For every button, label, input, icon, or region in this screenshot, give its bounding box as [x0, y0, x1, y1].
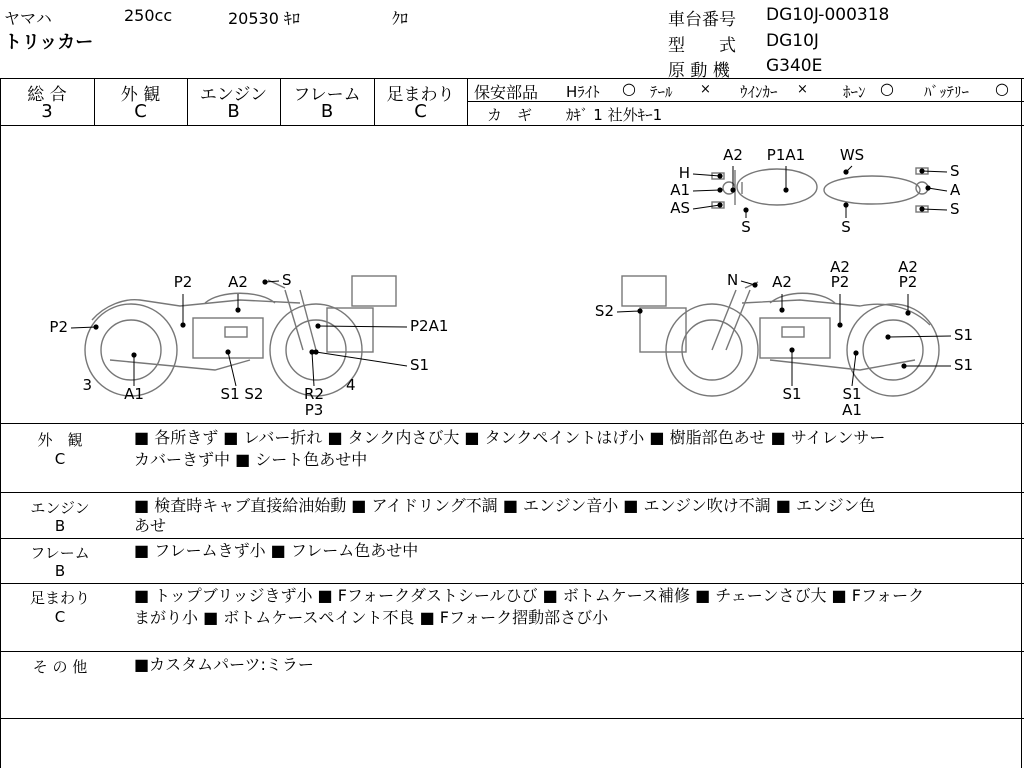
diagram-dot	[752, 282, 757, 287]
key-label: カ ギ	[487, 106, 533, 124]
diagram-dot	[901, 363, 906, 368]
detail-grade-frame: B	[54, 562, 66, 580]
diagram-dot	[225, 349, 230, 354]
diagram-leader	[922, 209, 947, 210]
diagram-label: AS	[670, 199, 690, 217]
grade-header-overall: 総 合	[27, 85, 67, 105]
diagram-label: P3	[304, 401, 324, 419]
diagram-dot	[180, 322, 185, 327]
diagram-dot	[637, 308, 642, 313]
detail-label-suspension: 足まわり	[29, 589, 90, 607]
safety-item-tail: ﾃｰﾙ	[650, 83, 673, 101]
diagram-label: P2	[49, 318, 68, 336]
diagram-label: S1	[782, 385, 802, 403]
type-label: 型 式	[668, 36, 736, 56]
detail-line-suspension-1: ■ トップブリッジきず小 ■ Fフォークダストシールひび ■ ボトムケース補修 ■ チェーンさび大 ■ Fフォーク	[134, 586, 925, 605]
diagram-dot	[779, 307, 784, 312]
safety-mark-headlight: ○	[622, 79, 636, 98]
displacement: 250cc	[124, 6, 173, 25]
diagram-label: S	[950, 200, 960, 218]
diagram-labels	[49, 146, 973, 419]
safety-item-horn: ﾎｰﾝ	[843, 83, 866, 101]
diagram-label: A	[950, 181, 961, 199]
diagram-dot	[730, 187, 735, 192]
safety-mark-winker: ×	[797, 82, 808, 97]
diagram-leader	[693, 190, 720, 191]
diagram-dot	[905, 310, 910, 315]
diagram-label: P1A1	[766, 146, 806, 164]
diagram-dot	[309, 349, 314, 354]
detail-line-engine-2: あせ	[134, 516, 167, 535]
diagram-dot	[717, 187, 722, 192]
diagram-leader	[888, 336, 951, 337]
diagram-dot	[925, 185, 930, 190]
detail-grade-engine: B	[54, 517, 66, 535]
diagram-label: N	[727, 271, 739, 289]
grade-header-suspension: 足まわり	[386, 85, 455, 105]
diagram-label: S	[282, 271, 292, 289]
engine-value: G340E	[766, 56, 823, 76]
diagram-leader	[922, 171, 947, 172]
diagram-leader	[312, 352, 314, 386]
diagram-label: A1	[842, 401, 862, 419]
safety-item-headlight: Hﾗｲﾄ	[566, 83, 600, 101]
diagram-label: A1	[124, 385, 144, 403]
diagram-dot	[919, 168, 924, 173]
diagram-label: S1 S2	[220, 385, 264, 403]
other-text: ■カスタムパーツ:ミラー	[134, 655, 314, 674]
diagram-dot	[843, 202, 848, 207]
detail-label-engine: エンジン	[30, 499, 90, 517]
diagram-label: P2	[898, 273, 918, 291]
diagram-label: 4	[346, 376, 356, 394]
maker: ヤマハ	[4, 9, 52, 28]
diagram-dot	[789, 347, 794, 352]
key-value: ｶｷﾞ 1 社外ｷｰ1	[566, 106, 663, 124]
safety-mark-horn: ○	[880, 79, 894, 98]
diagram-label: A2	[772, 273, 792, 291]
diagram-leader	[617, 311, 640, 312]
diagram-dot	[919, 206, 924, 211]
diagram-leader	[928, 188, 947, 191]
diagram-dot	[235, 307, 240, 312]
grade-exterior: C	[134, 101, 147, 122]
mileage: 20530 ｷﾛ	[228, 9, 300, 28]
frame-no-label: 車台番号	[668, 10, 736, 30]
diagram-dot	[315, 323, 320, 328]
diagram-label: S	[841, 218, 851, 236]
safety-item-winker: ｳｲﾝｶｰ	[740, 83, 778, 101]
diagram-leader	[71, 327, 96, 328]
diagram-dot	[93, 324, 98, 329]
grade-suspension: C	[414, 101, 427, 122]
grade-engine: B	[227, 101, 240, 122]
diagram-dot	[131, 352, 136, 357]
diagram-label: S	[950, 162, 960, 180]
diagram-label: A2	[830, 258, 850, 276]
diagram-dot	[843, 169, 848, 174]
diagram-dot	[717, 173, 722, 178]
grade-header-engine: エンジン	[199, 85, 268, 105]
diagram-label: A2	[723, 146, 743, 164]
safety-label: 保安部品	[474, 83, 539, 102]
diagram-label: 3	[82, 376, 92, 394]
diagram-label: S1	[954, 356, 974, 374]
diagram-leader	[318, 326, 407, 327]
diagram-label: S2	[594, 302, 614, 320]
grade-frame: B	[320, 101, 334, 122]
detail-line-exterior-2: カバーきず中 ■ シート色あせ中	[134, 450, 368, 469]
detail-grade-exterior: C	[54, 450, 66, 468]
model-name: トリッカー	[4, 32, 94, 53]
grade-header-frame: フレーム	[293, 85, 361, 105]
diagram-leader	[693, 174, 720, 176]
diagram-leader	[228, 352, 236, 386]
detail-line-frame-1: ■ フレームきず小 ■ フレーム色あせ中	[134, 541, 419, 560]
grade-overall: 3	[41, 101, 53, 122]
diagram-label: H	[678, 164, 690, 182]
diagram-label: A2	[898, 258, 918, 276]
diagram-label: P2	[173, 273, 193, 291]
safety-item-battery: ﾊﾞｯﾃﾘｰ	[924, 83, 970, 101]
detail-line-exterior-1: ■ 各所きず ■ レバー折れ ■ タンク内さび大 ■ タンクペイントはげ小 ■ 樹脂部色あせ ■ サイレンサー	[134, 428, 886, 447]
detail-label-frame: フレーム	[30, 544, 90, 562]
diagram-dot	[783, 187, 788, 192]
grade-header-exterior: 外 観	[120, 85, 161, 105]
detail-grade-suspension: C	[54, 608, 66, 626]
color: ｸﾛ	[392, 9, 409, 28]
motorcycle-top-view	[712, 168, 928, 212]
diagram-label: P2	[830, 273, 850, 291]
other-label: そ の 他	[32, 658, 88, 676]
diagram-dot	[853, 350, 858, 355]
detail-line-engine-1: ■ 検査時キャブ直接給油始動 ■ アイドリング不調 ■ エンジン音小 ■ エンジン吹け不調 ■ エンジン色	[134, 496, 876, 515]
diagram-dot	[885, 334, 890, 339]
motorcycle-right-view	[622, 276, 939, 396]
frame-no: DG10J-000318	[766, 5, 890, 25]
diagram-label: S	[741, 218, 751, 236]
diagram-label: S1	[842, 385, 862, 403]
type-value: DG10J	[766, 31, 819, 51]
diagram-label: R2	[304, 385, 324, 403]
diagram-label: P2A1	[410, 317, 449, 335]
diagram-dot	[743, 207, 748, 212]
engine-label: 原 動 機	[668, 61, 730, 81]
detail-label-exterior: 外 観	[37, 431, 83, 449]
diagram-label: S1	[410, 356, 430, 374]
diagram-dot	[837, 322, 842, 327]
diagram-label: WS	[839, 146, 865, 164]
safety-mark-battery: ○	[995, 79, 1009, 98]
diagram-dot	[717, 202, 722, 207]
diagram-label: A2	[228, 273, 248, 291]
diagram-label: A1	[670, 181, 690, 199]
diagram-label: S1	[954, 326, 974, 344]
detail-line-suspension-2: まがり小 ■ ボトムケースペイント不良 ■ Fフォーク摺動部さび小	[134, 608, 609, 627]
diagram-dot	[262, 279, 267, 284]
safety-mark-tail: ×	[700, 82, 711, 97]
